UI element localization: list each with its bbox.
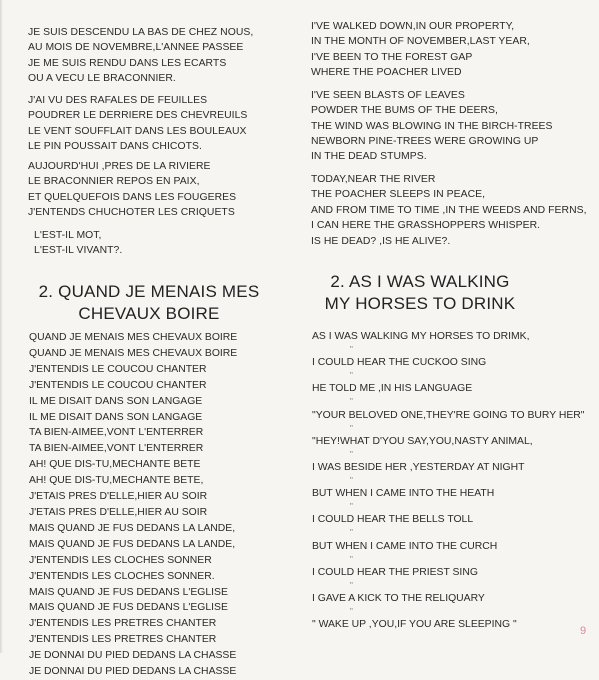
heading-line: CHEVAUX BOIRE — [78, 304, 220, 323]
lyric-line: AH! QUE DIS-TU,MECHANTE BETE — [29, 459, 201, 471]
lyric-text: BUT WHEN I CAME INTO THE HEATH — [312, 488, 495, 500]
verse-line: IS HE DEAD? ,IS HE ALIVE?. — [311, 236, 451, 247]
verse-line: WHERE THE POACHER LIVED — [311, 66, 462, 78]
lyric-line: J'ENTENDIS LES CLOCHES SONNER — [29, 554, 212, 566]
verse-line: LE VENT SOUFFLAIT DANS LES BOULEAUX — [28, 125, 247, 137]
lyric-text: AS I WAS WALKING MY HORSES TO DRIMK, — [312, 331, 530, 342]
lyric-line: J'ENTENDIS LES CLOCHES SONNER. — [29, 570, 215, 582]
ditto-mark: " — [350, 606, 353, 616]
lyric-line — [312, 435, 584, 461]
verse-line: I CAN HERE THE GRASSHOPPERS WHISPER. — [311, 219, 541, 231]
lyric-line: AH! QUE DIS-TU,MECHANTE BETE, — [29, 475, 204, 487]
page-number: 9 — [580, 625, 587, 637]
verse-line: I'VE BEEN TO THE FOREST GAP — [311, 51, 473, 63]
lyric-line: TA BIEN-AIMEE,VONT L'ENTERRER — [29, 443, 204, 455]
verse-line: POUDRER LE DERRIERE DES CHEVREUILS — [28, 110, 248, 122]
english-poem-stanza-4 — [311, 234, 450, 249]
lyric-line: IL ME DISAIT DANS SON LANGAGE — [29, 395, 203, 407]
verse-line: THE WIND WAS BLOWING IN THE BIRCH-TREES — [311, 120, 553, 132]
verse-line: AU MOIS DE NOVEMBRE,L'ANNEE PASSEE — [28, 42, 244, 54]
lyric-line: JE DONNAI DU PIED DEDANS LA CHASSE — [29, 666, 237, 678]
french-poem-stanza-3 — [28, 159, 236, 220]
lyric-text: I GAVE A KICK TO THE RELIQUARY — [312, 592, 485, 604]
lyric-line: J'ENTENDIS LE COUCOU CHANTER — [29, 379, 207, 391]
lyric-line — [312, 382, 584, 408]
french-song-heading — [30, 281, 268, 325]
verse-line: L'EST-IL MOT, — [34, 230, 102, 241]
english-song-heading — [300, 271, 540, 315]
verse-line: ET QUELQUEFOIS DANS LES FOUGERES — [28, 191, 237, 203]
french-poem-stanza-1 — [28, 25, 253, 86]
lyric-line — [312, 566, 584, 592]
english-poem-stanza-2 — [311, 88, 553, 164]
lyric-text: "YOUR BELOVED ONE,THEY'RE GOING TO BURY HER" — [312, 409, 585, 421]
lyric-line: J'ENTENDIS LES PRETRES CHANTER — [29, 618, 217, 630]
lyric-line: MAIS QUAND JE FUS DEDANS LA LANDE, — [29, 538, 236, 550]
verse-line: J'ENTENDS CHUCHOTER LES CRIQUETS — [28, 206, 235, 218]
ditto-mark: " — [350, 449, 353, 459]
lyric-line — [312, 409, 584, 435]
ditto-mark: " — [350, 554, 353, 564]
verse-line: J'AI VU DES RAFALES DE FEUILLES — [28, 95, 208, 106]
ditto-mark: " — [350, 345, 353, 354]
verse-line: THE POACHER SLEEPS IN PEACE, — [311, 189, 486, 201]
verse-line: OU A VECU LE BRACONNIER. — [28, 72, 176, 84]
heading-line: 2. QUAND JE MENAIS MES — [38, 282, 260, 301]
verse-line: POWDER THE BUMS OF THE DEERS, — [311, 105, 498, 117]
verse-line: NEWBORN PINE-TREES WERE GROWING UP — [311, 135, 539, 147]
lyric-line: QUAND JE MENAIS MES CHEVAUX BOIRE — [29, 347, 238, 359]
lyric-line: J'ENTENDIS LE COUCOU CHANTER — [29, 363, 207, 375]
lyric-text: HE TOLD ME ,IN HIS LANGUAGE — [312, 383, 473, 395]
lyric-line: IL ME DISAIT DANS SON LANGAGE — [29, 411, 203, 423]
lyric-text: I COULD HEAR THE PRIEST SING — [312, 566, 478, 578]
lyric-line: MAIS QUAND JE FUS DEDANS L'EGLISE — [29, 586, 228, 598]
verse-line: AUJOURD'HUI ,PRES DE LA RIVIERE — [28, 161, 211, 172]
ditto-mark: " — [350, 475, 353, 485]
lyric-text: I COULD HEAR THE BELLS TOLL — [312, 514, 474, 526]
ditto-mark: " — [350, 397, 353, 407]
lyric-line: J'ENTENDIS LES PRETRES CHANTER — [29, 634, 217, 646]
lyric-line: J'ETAIS PRES D'ELLE,HIER AU SOIR — [29, 491, 208, 503]
verse-line: JE ME SUIS RENDU DANS LES ECARTS — [28, 57, 227, 69]
lyric-line — [312, 461, 584, 487]
heading-line: MY HORSES TO DRINK — [324, 294, 516, 313]
lyric-line — [312, 540, 584, 566]
verse-line: LE PIN POUSSAIT DANS CHICOTS. — [28, 140, 202, 152]
lyric-line: JE DONNAI DU PIED DEDANS LA CHASSE — [29, 650, 237, 662]
french-poem-stanza-2 — [28, 93, 247, 154]
lyric-line: TA BIEN-AIMEE,VONT L'ENTERRER — [29, 427, 204, 439]
french-song-lyrics — [29, 330, 237, 680]
heading-line: 2. AS I WAS WALKING — [330, 272, 510, 291]
ditto-mark: " — [350, 371, 353, 381]
lyric-text: I WAS BESIDE HER ,YESTERDAY AT NIGHT — [312, 461, 525, 473]
verse-line: AND FROM TIME TO TIME ,IN THE WEEDS AND FERNS, — [311, 204, 587, 216]
lyric-text: "HEY!WHAT D'YOU SAY,YOU,NASTY ANIMAL, — [312, 435, 533, 447]
verse-line: I'VE WALKED DOWN,IN OUR PROPERTY, — [311, 21, 515, 32]
english-poem-stanza-3 — [311, 172, 587, 233]
verse-line: JE SUIS DESCENDU LA BAS DE CHEZ NOUS, — [28, 27, 254, 38]
verse-line: TODAY,NEAR THE RIVER — [311, 174, 436, 185]
english-song-lyrics — [312, 330, 587, 644]
lyric-line — [312, 487, 584, 513]
lyric-line — [312, 618, 587, 644]
lyric-line — [312, 592, 584, 618]
lyric-text: I COULD HEAR THE CUCKOO SING — [312, 357, 487, 369]
ditto-mark: " — [350, 502, 353, 512]
english-poem-stanza-1 — [311, 19, 530, 80]
page-edge-shadow — [0, 0, 3, 653]
ditto-mark: " — [350, 528, 353, 538]
lyric-line: QUAND JE MENAIS MES CHEVAUX BOIRE — [29, 332, 238, 343]
lyric-line: J'ETAIS PRES D'ELLE,HIER AU SOIR — [29, 506, 208, 518]
verse-line: IN THE MONTH OF NOVEMBER,LAST YEAR, — [311, 36, 530, 48]
lyric-text: BUT WHEN I CAME INTO THE CURCH — [312, 540, 498, 552]
lyric-line: MAIS QUAND JE FUS DEDANS L'EGLISE — [29, 602, 228, 614]
french-poem-stanza-4 — [34, 228, 122, 259]
lyric-line: MAIS QUAND JE FUS DEDANS LA LANDE, — [29, 522, 236, 534]
verse-line: I'VE SEEN BLASTS OF LEAVES — [311, 90, 465, 101]
lyric-line — [312, 330, 584, 356]
verse-line: IN THE DEAD STUMPS. — [311, 151, 427, 163]
lyric-text: " WAKE UP ,YOU,IF YOU ARE SLEEPING " — [312, 619, 517, 631]
ditto-mark: " — [350, 423, 353, 433]
lyric-line — [312, 356, 584, 382]
ditto-mark: " — [350, 580, 353, 590]
verse-line: LE BRACONNIER REPOS EN PAIX, — [28, 176, 200, 188]
verse-line: L'EST-IL VIVANT?. — [34, 245, 123, 257]
lyric-line — [312, 513, 584, 539]
